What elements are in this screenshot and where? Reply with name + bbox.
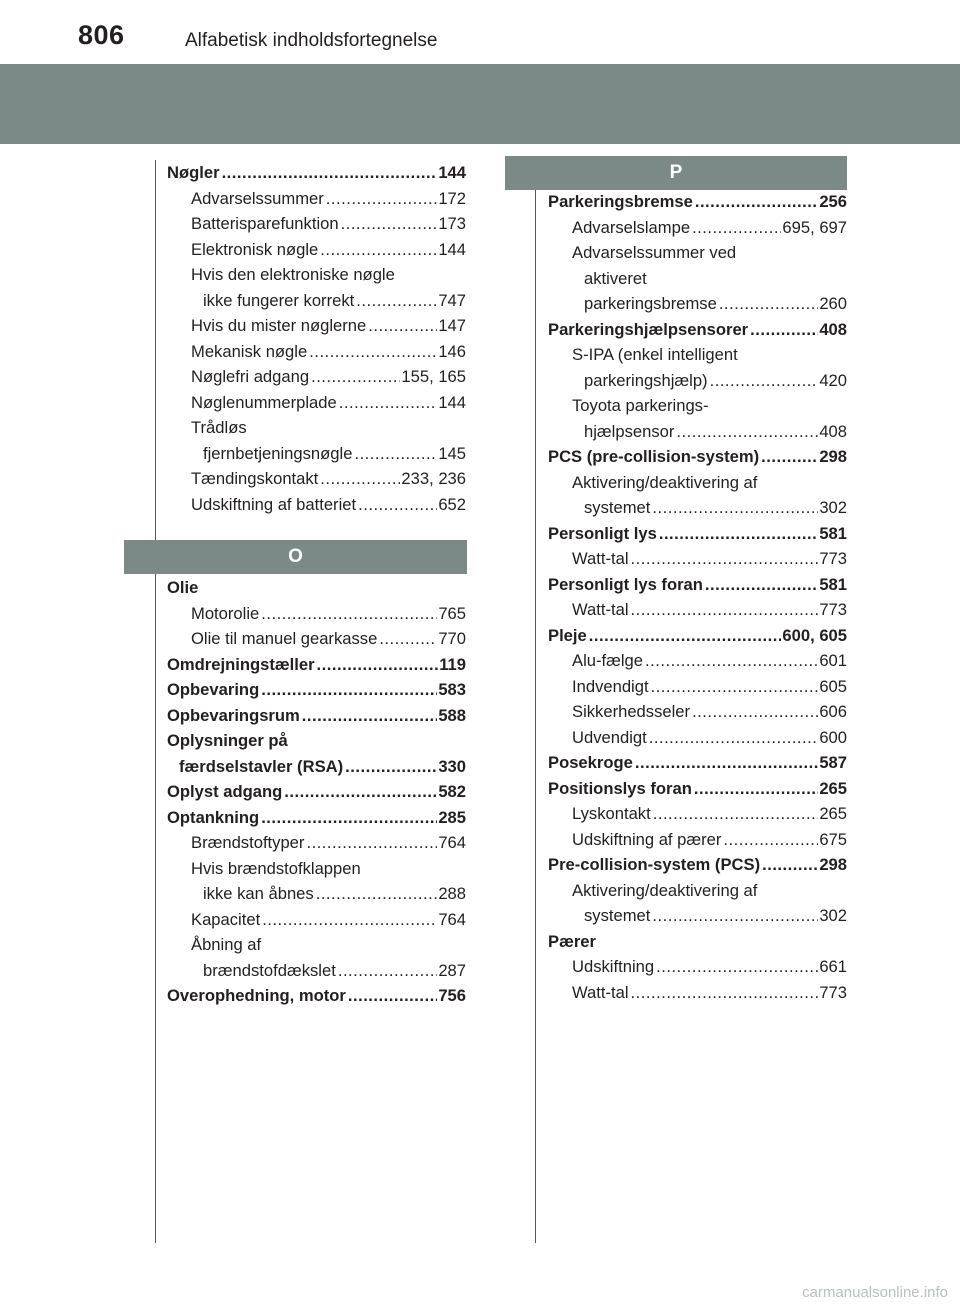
index-entry-page: 302	[819, 906, 847, 925]
index-entry-label: Oplyst adgang	[167, 782, 283, 801]
index-entry-page: 770	[438, 629, 466, 648]
index-entry-page: 588	[438, 705, 466, 725]
index-entry-label: Elektronisk nøgle	[191, 239, 319, 259]
index-entry	[548, 929, 847, 955]
dot-leader	[366, 313, 437, 339]
index-entry	[167, 186, 466, 212]
index-entry-page: 172	[438, 188, 466, 208]
index-entry-label: systemet	[584, 906, 651, 925]
index-entry-page: 675	[819, 829, 847, 849]
index-entry-page: 695, 697	[782, 217, 847, 237]
index-entry	[548, 954, 847, 980]
index-entry-label: S-IPA (enkel intelligent	[572, 345, 738, 364]
dot-leader	[721, 827, 818, 853]
dot-leader	[643, 648, 818, 674]
index-entry-label: Toyota parkerings-	[572, 396, 709, 415]
index-entry-page: 581	[819, 574, 847, 594]
dot-leader	[339, 211, 438, 237]
index-entry	[167, 601, 466, 627]
index-entry	[167, 703, 466, 729]
section-letter-o: O	[288, 546, 303, 567]
index-entry-label: Hvis den elektroniske nøgle	[191, 265, 395, 284]
index-entry	[548, 266, 847, 292]
index-entry	[167, 881, 466, 907]
dot-leader	[352, 441, 437, 467]
index-entry	[548, 852, 847, 878]
index-entry-page: 582	[438, 782, 466, 801]
index-entry	[548, 776, 847, 802]
dot-leader	[300, 703, 438, 729]
index-entry-page: 601	[819, 651, 847, 670]
section-header-p	[505, 156, 847, 190]
index-entry-label: Indvendigt	[572, 676, 649, 696]
index-entry-label: færdselstavler (RSA)	[179, 756, 344, 776]
index-entry-label: Aktivering/deaktivering af	[572, 472, 758, 492]
index-entry-page: 605	[819, 676, 847, 696]
index-entry-page: 288	[438, 884, 466, 903]
dot-leader	[220, 160, 438, 186]
watermark-text: carmanualsonline.info	[802, 1284, 948, 1301]
dot-leader	[654, 954, 818, 980]
index-entry	[167, 160, 466, 186]
index-entry-page: 408	[819, 421, 847, 441]
index-entry-label: Hvis brændstofklappen	[191, 858, 361, 878]
index-entry	[548, 444, 847, 470]
section-letter-p: P	[669, 162, 683, 183]
index-entry-label: Udskiftning	[572, 957, 655, 976]
index-entry-label: Parkeringshjælpsensorer	[548, 319, 749, 339]
dot-leader	[354, 288, 437, 314]
index-entry-label: Advarselssummer	[191, 188, 324, 208]
dot-leader	[674, 419, 818, 445]
index-entry	[167, 415, 466, 441]
index-entry-page: 652	[438, 494, 466, 514]
index-entry-label: Positionslys foran	[548, 778, 692, 798]
index-entry-label: Aktivering/deaktivering af	[572, 880, 758, 900]
index-entry-page: 265	[819, 804, 847, 823]
index-column-left-o	[167, 575, 466, 1009]
index-entry	[548, 470, 847, 496]
dot-leader	[690, 699, 818, 725]
right-column-rule	[535, 160, 536, 1243]
dot-leader	[760, 852, 818, 878]
index-entry	[167, 262, 466, 288]
index-entry-label: Oplysninger på	[167, 731, 288, 750]
index-entry-page: 302	[819, 498, 847, 517]
index-entry	[548, 801, 847, 827]
index-entry	[548, 878, 847, 904]
index-entry	[167, 575, 466, 601]
index-entry-label: Optankning	[167, 807, 260, 827]
index-entry-page: 144	[438, 392, 466, 412]
index-entry-label: systemet	[584, 498, 651, 517]
index-entry-label: Kapacitet	[191, 909, 261, 929]
index-entry-label: Udskiftning af pærer	[572, 829, 722, 849]
dot-leader	[336, 958, 437, 984]
index-entry-label: PCS (pre-collision-system)	[548, 447, 760, 466]
index-entry	[548, 393, 847, 419]
index-entry	[167, 830, 466, 856]
index-entry-label: Mekanisk nøgle	[191, 341, 308, 361]
index-entry-page: 144	[438, 239, 466, 259]
index-entry-label: Lyskontakt	[572, 804, 651, 823]
index-entry-label: Brændstoftyper	[191, 833, 305, 852]
index-entry-label: Hvis du mister nøglerne	[191, 316, 367, 335]
page-title: Alfabetisk indholdsfortegnelse	[185, 30, 438, 51]
index-entry	[167, 856, 466, 882]
index-entry	[167, 907, 466, 933]
dot-leader	[259, 677, 437, 703]
index-entry-page: 144	[438, 163, 466, 182]
index-entry-label: Olie til manuel gearkasse	[191, 629, 378, 648]
index-entry-label: ikke kan åbnes	[203, 884, 314, 903]
index-entry-label: Personligt lys foran	[548, 574, 703, 594]
index-entry-page: 587	[819, 753, 847, 772]
index-entry-page: 147	[438, 316, 466, 335]
index-entry	[548, 980, 847, 1006]
dot-leader	[309, 364, 400, 390]
index-entry-page: 233, 236	[401, 469, 466, 488]
index-entry-label: Nøglefri adgang	[191, 367, 310, 386]
dot-leader	[324, 186, 438, 212]
index-entry	[548, 495, 847, 521]
index-entry-page: 581	[819, 523, 847, 543]
index-entry	[548, 597, 847, 623]
index-entry-label: Advarselssummer ved	[572, 243, 737, 262]
dot-leader	[343, 754, 437, 780]
index-entry	[548, 750, 847, 776]
index-entry-page: 661	[819, 957, 847, 976]
index-entry-label: hjælpsensor	[584, 421, 675, 441]
index-entry	[167, 492, 466, 518]
index-entry-label: Udvendigt	[572, 727, 647, 747]
index-entry	[167, 211, 466, 237]
index-entry-page: 606	[819, 702, 847, 721]
index-entry-label: Motorolie	[191, 603, 260, 623]
index-entry-label: Watt-tal	[572, 982, 629, 1002]
index-entry	[548, 725, 847, 751]
index-entry	[548, 827, 847, 853]
dot-leader	[629, 980, 819, 1006]
dot-leader	[587, 623, 782, 649]
index-entry	[548, 546, 847, 572]
index-entry-page: 764	[438, 833, 466, 852]
dot-leader	[759, 444, 818, 470]
dot-leader	[314, 881, 438, 907]
dot-leader	[315, 652, 439, 678]
index-entry	[548, 189, 847, 215]
index-entry-label: Watt-tal	[572, 600, 629, 619]
index-entry	[167, 805, 466, 831]
dot-leader	[693, 189, 818, 215]
index-entry	[167, 313, 466, 339]
dot-leader	[708, 368, 819, 394]
dot-leader	[717, 291, 819, 317]
index-entry	[167, 288, 466, 314]
index-entry-page: 773	[819, 982, 847, 1002]
dot-leader	[657, 521, 818, 547]
index-entry-label: Pærer	[548, 931, 596, 951]
dot-leader	[282, 779, 437, 805]
dot-leader	[629, 546, 819, 572]
dot-leader	[703, 572, 818, 598]
index-entry-label: fjernbetjeningsnøgle	[203, 443, 353, 463]
dot-leader	[318, 466, 400, 492]
index-entry-label: parkeringsbremse	[584, 294, 717, 313]
index-entry-label: ikke fungerer korrekt	[203, 290, 355, 310]
index-entry-label: Parkeringsbremse	[548, 192, 693, 211]
index-entry-label: Trådløs	[191, 418, 247, 437]
dot-leader	[377, 626, 437, 652]
index-entry	[167, 237, 466, 263]
index-entry	[167, 779, 466, 805]
index-entry-label: Sikkerhedsseler	[572, 702, 691, 721]
index-entry	[167, 626, 466, 652]
index-entry-page: 764	[438, 909, 466, 929]
dot-leader	[304, 830, 437, 856]
index-entry-label: Nøglenummerplade	[191, 392, 337, 412]
index-entry	[548, 317, 847, 343]
dot-leader	[307, 339, 437, 365]
dot-leader	[318, 237, 437, 263]
index-entry-label: Overophedning, motor	[167, 986, 346, 1005]
index-entry-page: 155, 165	[401, 367, 466, 386]
index-entry-page: 600, 605	[782, 625, 847, 645]
index-entry-label: Advarselslampe	[572, 217, 691, 237]
index-entry-page: 298	[819, 855, 847, 874]
index-entry-label: Pre-collision-system (PCS)	[548, 855, 761, 874]
index-entry-label: Personligt lys	[548, 523, 657, 543]
index-entry	[548, 699, 847, 725]
index-entry-label: Posekroge	[548, 753, 633, 772]
dot-leader	[337, 390, 438, 416]
index-entry-page: 146	[438, 341, 466, 361]
index-entry	[167, 441, 466, 467]
index-entry-page: 260	[819, 294, 847, 313]
index-entry-label: Pleje	[548, 625, 587, 645]
index-entry	[548, 291, 847, 317]
index-entry-label: aktiveret	[584, 268, 647, 288]
header-band	[0, 64, 960, 144]
left-column-rule	[155, 160, 156, 1243]
index-entry-page: 265	[819, 778, 847, 798]
dot-leader	[651, 801, 819, 827]
index-entry-page: 256	[819, 192, 847, 211]
dot-leader	[633, 750, 818, 776]
index-entry	[167, 677, 466, 703]
index-entry-page: 287	[438, 960, 466, 980]
index-entry	[548, 623, 847, 649]
index-entry	[548, 674, 847, 700]
index-entry-page: 119	[439, 654, 466, 674]
dot-leader	[647, 725, 819, 751]
index-entry-label: parkeringshjælp)	[584, 370, 708, 390]
dot-leader	[650, 495, 818, 521]
dot-leader	[650, 903, 818, 929]
index-entry	[167, 339, 466, 365]
index-entry-page: 330	[438, 756, 466, 776]
index-entry	[548, 903, 847, 929]
dot-leader	[356, 492, 437, 518]
index-entry	[548, 342, 847, 368]
index-entry	[548, 240, 847, 266]
index-entry	[167, 932, 466, 958]
index-entry-page: 145	[438, 443, 466, 463]
index-column-right-p	[548, 189, 847, 1005]
index-entry	[548, 521, 847, 547]
index-entry-page: 285	[438, 807, 466, 827]
index-entry-page: 173	[438, 214, 466, 233]
index-entry-label: Olie	[167, 578, 199, 597]
index-entry-label: Nøgler	[167, 163, 220, 182]
dot-leader	[259, 601, 437, 627]
index-entry-label: Watt-tal	[572, 549, 629, 568]
page-number: 806	[78, 20, 125, 50]
index-entry-label: Tændingskontakt	[191, 469, 319, 488]
index-entry-page: 298	[819, 447, 847, 466]
index-entry-page: 408	[819, 319, 847, 339]
dot-leader	[690, 215, 781, 241]
index-entry	[548, 572, 847, 598]
index-entry-page: 747	[438, 290, 466, 310]
index-entry-page: 773	[819, 549, 847, 568]
index-entry	[548, 419, 847, 445]
page-header	[0, 0, 960, 64]
index-entry-label: Opbevaringsrum	[167, 705, 300, 725]
index-entry-page: 773	[819, 600, 847, 619]
index-entry	[167, 652, 466, 678]
index-entry	[167, 390, 466, 416]
index-entry-label: Batterisparefunktion	[191, 214, 339, 233]
index-entry	[167, 466, 466, 492]
index-entry	[167, 728, 466, 754]
index-entry	[548, 215, 847, 241]
dot-leader	[748, 317, 818, 343]
dot-leader	[259, 805, 437, 831]
dot-leader	[629, 597, 819, 623]
dot-leader	[260, 907, 437, 933]
index-entry	[167, 364, 466, 390]
index-entry-label: Udskiftning af batteriet	[191, 494, 357, 514]
index-entry	[548, 648, 847, 674]
index-entry-page: 420	[819, 370, 847, 390]
index-entry-label: Åbning af	[191, 935, 262, 954]
index-entry-page: 765	[438, 603, 466, 623]
index-entry-page: 583	[438, 680, 466, 699]
dot-leader	[346, 983, 437, 1009]
dot-leader	[692, 776, 818, 802]
index-entry	[548, 368, 847, 394]
section-header-o	[124, 540, 467, 574]
index-entry-label: brændstofdækslet	[203, 960, 336, 980]
dot-leader	[649, 674, 819, 700]
index-entry-page: 600	[819, 727, 847, 747]
index-entry-label: Alu-fælge	[572, 651, 644, 670]
index-entry-label: Omdrejningstæller	[167, 654, 315, 674]
index-entry	[167, 754, 466, 780]
index-entry-page: 756	[438, 986, 466, 1005]
index-entry	[167, 958, 466, 984]
index-column-left-n	[167, 160, 466, 517]
index-entry	[167, 983, 466, 1009]
index-entry-label: Opbevaring	[167, 680, 260, 699]
